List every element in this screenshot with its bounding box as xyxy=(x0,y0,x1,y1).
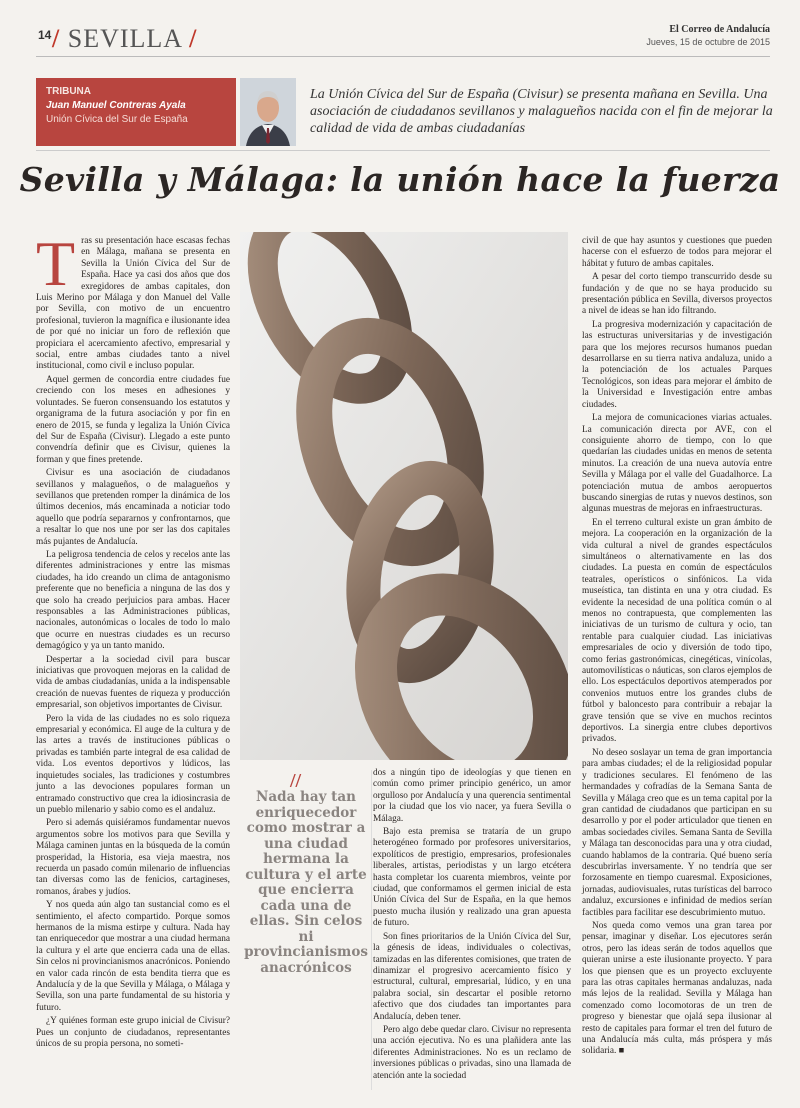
author-photo xyxy=(240,78,296,146)
column-rule xyxy=(371,770,372,1090)
paragraph: Bajo esta premisa se trataría de un grupo heterogéneo formado por profesores universitarios, expolíticos de prestigio, empresarios, profesionales liberales, artistas, periodistas y un largo etcétera hasta completar los cuarenta miembros, veinte por ciudad, que conformamos el germen inicial de esta Unión Cívica del Sur de España, en la que hemos puesto mucha ilusión y realizado una gran apuesta de futuro. xyxy=(373,827,571,929)
section-title xyxy=(52,24,197,54)
section-slash-left: / xyxy=(52,24,61,53)
paragraph: dos a ningún tipo de ideologías y que tienen en común como primer principio genérico, un amor orgulloso por Andalucía y una querencia sentimental por la ciudad que los vio nacer, ya fuera Sevilla o Málaga. xyxy=(373,768,571,824)
paragraph: Aquel germen de concordia entre ciudades fue creciendo con los meses en adhesiones y voluntades. Se fueron consensuando los estatutos y organigrama de la futura asociación y por fin en enero de 2015, se funda y legaliza la Unión Cívica del Sur de España (Civisur). Llegado a este punto convendría definir que es Civisur, quienes la forman y que fines pretende. xyxy=(36,374,230,465)
paragraph: No deseo soslayar un tema de gran importancia para ambas ciudades; el de la religiosidad popular y tradiciones seculares. El fenómeno de las hermandades y cofradías de la Semana Santa de Sevilla y Málaga creo que es un tema capital por la gran cantidad de ciudadanos que participan en su desarrollo y por el poder articulador que tienen en ambas sociedades civiles. Semana Santa de Sevilla y Málaga tan desconocidas para una y otra ciudad, cuando hablamos de la contraria. Qué bueno sería descubrirlas inversamente. Y no tendría que ser forzosamente en tiempo cuaresmal. Exposiciones, jornadas, audiovisuales, rutas turísticas del barroco andaluz, excursiones e infinidad de medios serían factibles para facilitar ese descubrimiento mutuo. xyxy=(582,747,772,918)
chain-photo xyxy=(240,232,568,760)
paragraph: En el terreno cultural existe un gran ámbito de mejora. La cooperación en la organización de la vida cultural a nivel de grandes espectáculos simultáneos o alternativamente en las dos ciudades. La puesta en común de espectáculos teatrales, operísticos o sinfónicos. La vida museística, tan distinta en una y otra ciudad. Es evidente la necesidad de una política común o al menos no contrapuesta, que complementen las iniciativas de un turismo de cultura y ocio, tan rentable para cualquier ciudad. Las iniciativas empresariales de ocio y diversión de todo tipo, como ferias gastronómicas, cinegéticas, vinícolas, automovilísticas o náuticas, son claros ejemplos de ello. Los espectáculos deportivos atemperados por convenios mutuos entre los grandes clubs de fútbol y baloncesto para contribuir a rebajar la grave tensión que se vive en muchos recintos deportivos. La sinergia entre clubes deportivos privados. xyxy=(582,517,772,745)
newspaper-name: El Correo de Andalucía xyxy=(669,24,770,35)
paragraph: ras su presentación hace escasas fechas en Málaga, mañana se presenta en Sevilla la Unión Cívica del Sur de España. Hace ya casi dos años que dos exregidores de ambas capitales, don Luis Merino por Málaga y don Manuel del Valle por Sevilla, con motivo de un encuentro profesional, tuvieron la magnífica e ilusionante idea de por qué no iniciar un foro de reflexión que propiciara el acercamiento afectivo, empresarial y social, entre ambas ciudades tanto a nivel institucional, como civil e incluso popular. xyxy=(36,236,230,372)
paragraph: Pero algo debe quedar claro. Civisur no representa una acción ejecutiva. No es una plañidera ante las diferentes Administraciones. No es un reclamo de inversiones públicas o privadas, sino una llamada de atención ante la sociedad xyxy=(373,1024,571,1081)
paragraph: La progresiva modernización y capacitación de las estructuras universitarias y de investigación para que los mejores recursos humanos puedan desarrollarse en su tierra nativa andaluza, unido a la potenciación de los actuales Parques Tecnológicos, son ideas para mejorar el ámbito de la Universidad e Investigación entre ambas ciudades. xyxy=(582,319,772,410)
article-headline: Sevilla y Málaga: la unión hace la fuerza xyxy=(19,160,781,199)
paragraph: Pero la vida de las ciudades no es solo riqueza empresarial y económica. El auge de la cultura y de las artes a través de instituciones públicas o privadas es también parte integral de esa calidad de vida. Los eventos deportivos y lúdicos, las inquietudes sociales, las tradiciones y costumbres junto a las devociones populares forman un entramado constructivo que crea la idiosincrasia de un pueblo milenario y sabio como es el andaluz. xyxy=(36,713,230,815)
paragraph: A pesar del corto tiempo transcurrido desde su fundación y de que no se haya producido su presentación pública en Sevilla, diversos proyectos a nivel de ideas se han ido filtrando. xyxy=(582,272,773,317)
paragraph: Despertar a la sociedad civil para buscar iniciativas que provoquen mejoras en la calidad de vida de ambas ciudadanías, unida a la indispensable creación de nuevas fuentes de riqueza y producción empresarial, son objetivos importantes de Civisur. xyxy=(36,654,230,711)
pull-quote-mark: // xyxy=(290,770,302,792)
dropcap: T xyxy=(36,228,76,299)
header-rule xyxy=(36,56,770,57)
paragraph: Y nos queda aún algo tan sustancial como es el sentimiento, el afecto compartido. Porque somos hermanos de la misma estirpe y cultura. Nada hay tan enriquecedor que mostrar a una ciudad hermana la cultura y el arte que encierra cada una de ellas. Sin celos ni provincianismos anacrónicos. Poniendo en valor cada rincón de esta bendita tierra que es Andalucía y de la que Sevilla y Málaga, o Málaga y Sevilla, son una parte fundamental de su historia y futuro. xyxy=(36,900,230,1013)
author-portrait-icon xyxy=(240,78,296,146)
paragraph: Nos queda como vemos una gran tarea por pensar, imaginar y diseñar. Los ejecutores serán otros, pero las ideas serán de todos aquellos que quieran unirse a este ilusionante proyecto. Y para los que piensen que es un proyecto excluyente para las otras capitales hermanas andaluzas, nada más lejos de la realidad. Sevilla y Málaga han comenzado como locomotoras de un tren de progreso y bienestar que ojalá sepa ilusionar al resto de capitales para formar el tren del futuro de una Andalucía más culta, más próspera y más solidaria. ■ xyxy=(582,920,772,1057)
author-organization: Unión Cívica del Sur de España xyxy=(46,114,188,125)
publication-date: Jueves, 15 de octubre de 2015 xyxy=(646,37,770,47)
article-column-1 xyxy=(36,228,230,1052)
lead-rule xyxy=(36,150,770,151)
paragraph: La mejora de comunicaciones viarias actuales. La comunicación directa por AVE, con el consiguiente ahorro de tiempo, con lo que quedarían las ciudades unidas en menos de setenta minutos. La creación de una nueva autovía entre Sevilla y Málaga por el valle del Guadalhorce. La potenciación mutua de ambos aeropuertos buscando sinergias de rutas y nuevos destinos, son algunas muestras de mejoras en infraestructuras. xyxy=(582,413,772,515)
paragraph: Son fines prioritarios de la Unión Cívica del Sur, la génesis de ideas, individuales o colectivas, tamizadas en las diferentes comisiones, que traten de dinamizar el progresivo acercamiento físico y estructural, cultural, empresarial, lúdico, y en una palabra social, sin descartar el posible retorno afectivo que dos ciudades tan importantes para Andalucía, deben tener. xyxy=(373,931,571,1022)
paragraph: civil de que hay asuntos y cuestiones que pueden hacerse con el esfuerzo de todos para mejorar el hábitat y futuro de ambas capitales. xyxy=(582,236,772,269)
pull-quote: Nada hay tan enriquecedor como mostrar a una ciudad hermana la cultura y el arte que encierra cada una de ellas. Sin celos ni provincianismos anacrónicos xyxy=(244,789,368,976)
paragraph: Pero si además quisiéramos fundamentar nuevos argumentos sobre los motivos para que Sevilla y Málaga caminen juntas en la búsqueda de la común prosperidad, la Historia, esa vieja maestra, nos recuerda un pasado común milenario de influencias tan diversas como las de fenicios, cartagineses, romanos, árabes y judíos. xyxy=(36,818,230,897)
chain-link-icon xyxy=(240,232,568,760)
paragraph: Civisur es una asociación de ciudadanos sevillanos y malagueños, o de malagueños y sevillanos que pretenden romper la dinámica de los últimos decenios, más encaminada a noticiar todo aquello que podría separarnos y confrontarnos, que a resaltar lo que nos une por ser las dos capitales más pujantes de Andalucía. xyxy=(36,468,230,547)
paragraph: ¿Y quiénes forman este grupo inicial de Civisur? Pues un conjunto de ciudadanos, representantes únicos de su propia persona, no someti- xyxy=(36,1016,230,1050)
page-number: 14 xyxy=(38,28,52,42)
section-name: SEVILLA xyxy=(67,24,182,53)
article-lead: La Unión Cívica del Sur de España (Civisur) se presenta mañana en Sevilla. Una asociación de ciudadanos sevillanos y malagueños nacida con el fin de mejorar la calidad de vida de ambas ciudadanías xyxy=(310,87,773,136)
article-column-2 xyxy=(373,768,571,1084)
paragraph: La peligrosa tendencia de celos y recelos ante las diferentes administraciones y entre las mismas ciudades, ha ido creando un clima de antagonismo preferente que no beneficia a ninguna de las dos y que solo ha creado perjuicios para ambas. Hacer responsables a las Administraciones públicas, nacionales, autonómicas o locales de todo lo malo que ocurre en nuestras ciudades es un recurso demagógico y ya un tanto manido. xyxy=(36,549,230,652)
byline-label: TRIBUNA xyxy=(46,86,91,97)
author-name: Juan Manuel Contreras Ayala xyxy=(46,100,186,111)
section-slash-right: / xyxy=(189,24,198,53)
article-column-3 xyxy=(582,236,772,1060)
